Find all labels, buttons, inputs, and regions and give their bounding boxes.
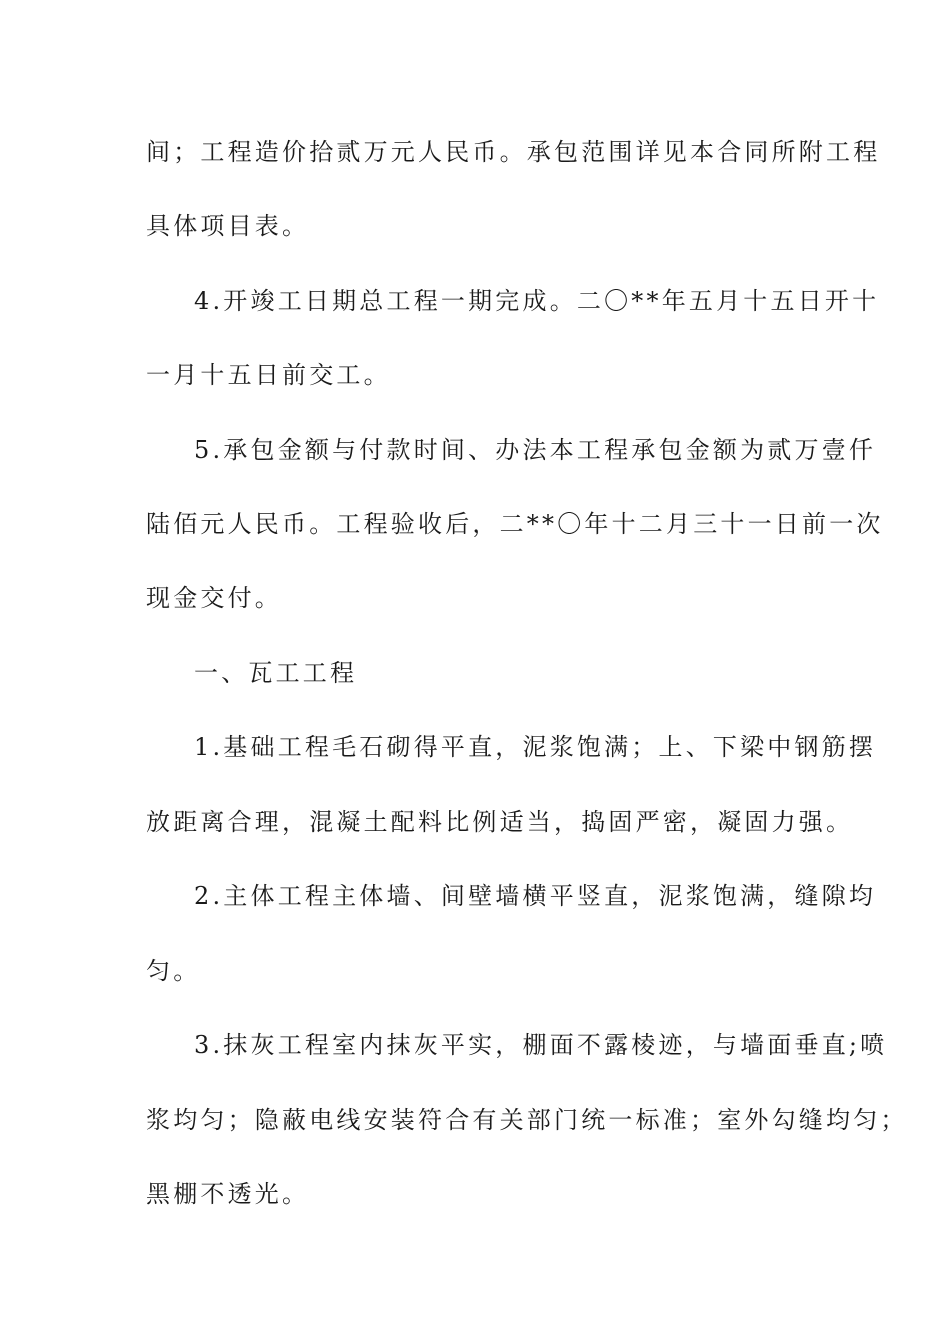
paragraph-item-3: 3.抹灰工程室内抹灰平实，棚面不露棱迹，与墙面垂直;喷 xyxy=(194,1031,888,1059)
text-line: 间；工程造价拾贰万元人民币。承包范围详见本合同所附工程 xyxy=(146,138,881,166)
paragraph-item-5: 5.承包金额与付款时间、办法本工程承包金额为贰万壹仟 xyxy=(194,436,877,464)
text-line: 现金交付。 xyxy=(146,584,282,612)
text-line: 黑棚不透光。 xyxy=(146,1180,310,1208)
text-line: 一月十五日前交工。 xyxy=(146,361,391,389)
paragraph-item-4: 4.开竣工日期总工程一期完成。二〇**年五月十五日开十 xyxy=(194,287,880,315)
text-line: 陆佰元人民币。工程验收后，二**〇年十二月三十一日前一次 xyxy=(146,510,884,538)
text-line: 匀。 xyxy=(146,957,201,985)
paragraph-item-1: 1.基础工程毛石砌得平直，泥浆饱满；上、下梁中钢筋摆 xyxy=(194,733,877,761)
text-line: 具体项目表。 xyxy=(146,212,310,240)
section-heading: 一、瓦工工程 xyxy=(194,659,358,687)
text-line: 放距离合理，混凝土配料比例适当，捣固严密，凝固力强。 xyxy=(146,808,854,836)
text-line: 浆均匀；隐蔽电线安装符合有关部门统一标准；室外勾缝均匀； xyxy=(146,1106,908,1134)
paragraph-item-2: 2.主体工程主体墙、间壁墙横平竖直，泥浆饱满，缝隙均 xyxy=(194,882,877,910)
